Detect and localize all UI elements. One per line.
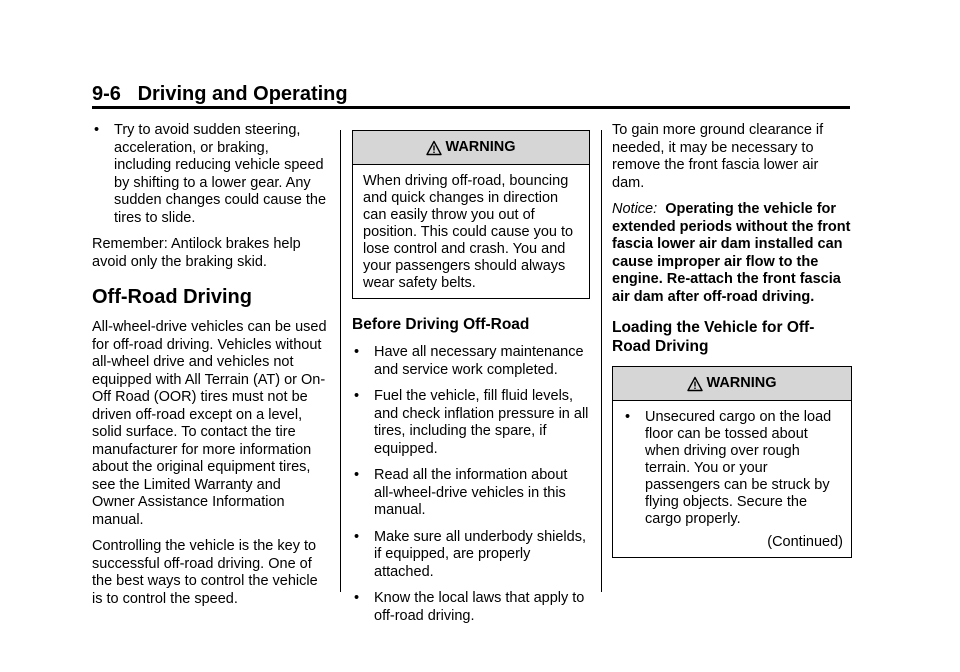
subheading-loading-vehicle: Loading the Vehicle for Off-Road Driving xyxy=(612,319,815,355)
warning-box xyxy=(352,130,590,299)
warning-header xyxy=(613,367,851,401)
header-rule xyxy=(92,106,850,109)
section-heading-off-road-driving: Off-Road Driving xyxy=(92,286,252,308)
bullet-item xyxy=(623,409,843,528)
bullet-icon: • xyxy=(625,409,631,425)
page-number: 9-6 xyxy=(92,83,121,105)
warning-header xyxy=(353,131,589,165)
bullet-icon: • xyxy=(94,122,100,138)
bullet-icon: • xyxy=(354,590,360,606)
warning-triangle-icon xyxy=(426,140,442,156)
bullet-text: Read all the information about all-wheel-drive vehicles in this manual. xyxy=(374,467,568,518)
notice-text: Operating the vehicle for extended periods without the front fascia lower air dam installed can cause improper air flow to the engine. Re-attach the front fascia air dam after off-road driving. xyxy=(612,201,851,305)
bullet-icon: • xyxy=(354,344,360,360)
page-header xyxy=(92,82,850,108)
subheading-before-driving: Before Driving Off-Road xyxy=(352,316,530,333)
bullet-text: Try to avoid sudden steering, acceleration, or braking, including reducing vehicle speed by shifting to a lower gear. Any sudden changes could cause the tires to slide. xyxy=(114,122,327,226)
bullet-icon: • xyxy=(354,388,360,404)
continued-label: (Continued) xyxy=(767,534,843,550)
column-divider-1 xyxy=(340,130,341,592)
remember-paragraph: Remember: Antilock brakes help avoid only the braking skid. xyxy=(92,236,301,270)
bullet-text: Know the local laws that apply to off-road driving. xyxy=(374,590,585,624)
bullet-item xyxy=(92,122,327,227)
warning-body xyxy=(613,401,851,557)
column-1 xyxy=(92,122,327,617)
bullet-text: Have all necessary maintenance and service work completed. xyxy=(374,344,584,378)
column-3 xyxy=(612,122,852,574)
bullet-text: Make sure all underbody shields, if equipped, are properly attached. xyxy=(374,528,586,580)
clearance-paragraph: To gain more ground clearance if needed, it may be necessary to remove the front fascia lower air dam. xyxy=(612,122,824,191)
warning-box xyxy=(612,366,852,558)
column-divider-2 xyxy=(601,130,602,592)
bullet-text: Fuel the vehicle, fill fluid levels, and check inflation pressure in all tires, including the spare, if equipped. xyxy=(374,388,589,457)
warning-label: WARNING xyxy=(445,138,516,155)
warning-label: WARNING xyxy=(706,374,777,391)
bullet-item xyxy=(352,529,590,582)
awd-paragraph: All-wheel-drive vehicles can be used for off-road driving. Vehicles without all-wheel drive and vehicles not equipped with All Terrain (AT) or On-Off Road (OOR) tires must not be driven off-road except on a level, solid surface. To contact the tire manufacturer for more information about the original equipment tires, see the Limited Warranty and Owner Assistance Information manual. xyxy=(92,319,327,528)
warning-triangle-icon xyxy=(687,376,703,392)
notice-label: Notice: xyxy=(612,201,658,217)
bullet-item xyxy=(352,590,590,625)
bullet-icon: • xyxy=(354,528,360,545)
notice-paragraph xyxy=(612,201,852,306)
chapter-title: Driving and Operating xyxy=(137,83,348,105)
bullet-item xyxy=(352,467,590,520)
bullet-item xyxy=(352,388,590,458)
warning-body: When driving off-road, bouncing and quick changes in direction can easily throw you out of position. This could cause you to lose control and crash. You and your passengers should always wear safety belts. xyxy=(363,173,574,291)
bullet-item xyxy=(352,344,590,379)
header-title xyxy=(92,82,850,106)
bullet-text: Unsecured cargo on the load floor can be tossed about when driving over rough terrain. You or your passengers can be struck by flying objects. Secure the cargo properly. xyxy=(645,409,832,527)
column-2 xyxy=(352,122,590,634)
control-paragraph: Controlling the vehicle is the key to successful off-road driving. One of the best ways to control the vehicle is to control the speed. xyxy=(92,538,318,607)
bullet-icon: • xyxy=(354,467,360,483)
